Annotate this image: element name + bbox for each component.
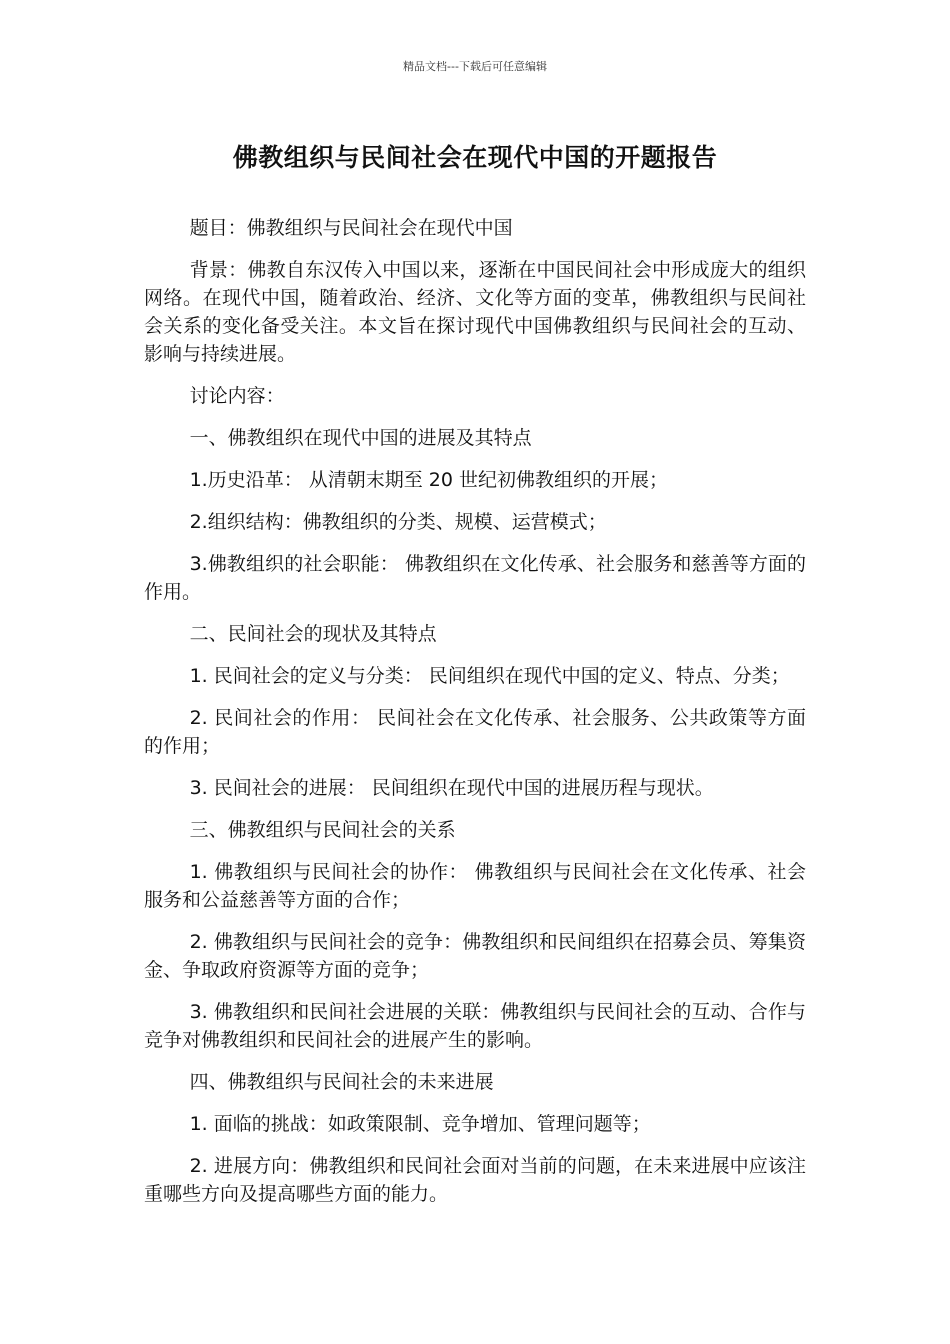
list-item: 1.历史沿革： 从清朝末期至 20 世纪初佛教组织的开展； [189,469,669,491]
list-item: 2. 民间社会的作用： 民间社会在文化传承、社会服务、公共政策等方面的作用； [144,707,806,757]
document-title: 佛教组织与民间社会在现代中国的开题报告 [232,143,718,172]
list-item: 2. 佛教组织与民间社会的竞争：佛教组织和民间组织在招募会员、筹集资金、争取政府资源等方面的竞争； [144,931,806,981]
section-heading-4: 四、佛教组织与民间社会的未来进展 [189,1071,494,1093]
list-item: 3. 佛教组织和民间社会进展的关联：佛教组织与民间社会的互动、合作与竞争对佛教组织和民间社会的进展产生的影响。 [144,1001,806,1051]
paragraph-topic: 题目：佛教组织与民间社会在现代中国 [189,217,513,239]
section-heading-2: 二、民间社会的现状及其特点 [189,623,437,645]
paragraph-discussion-heading: 讨论内容： [189,385,285,407]
list-item: 1. 民间社会的定义与分类： 民间组织在现代中国的定义、特点、分类； [189,665,790,687]
list-item: 3. 民间社会的进展： 民间组织在现代中国的进展历程与现状。 [189,777,714,799]
list-item: 1. 面临的挑战：如政策限制、竞争增加、管理问题等； [189,1113,651,1135]
section-heading-1: 一、佛教组织在现代中国的进展及其特点 [189,427,532,449]
paragraph-background: 背景：佛教自东汉传入中国以来，逐渐在中国民间社会中形成庞大的组织网络。在现代中国，随着政治、经济、文化等方面的变革，佛教组织与民间社会关系的变化备受关注。本文旨在探讨现代中国佛教组织与民间社会的互动、影响与持续进展。 [144,259,806,365]
list-item: 2. 进展方向：佛教组织和民间社会面对当前的问题，在未来进展中应该注重哪些方向及提高哪些方面的能力。 [144,1155,806,1205]
list-item: 3.佛教组织的社会职能： 佛教组织在文化传承、社会服务和慈善等方面的作用。 [144,553,806,603]
section-heading-3: 三、佛教组织与民间社会的关系 [189,819,456,841]
header-note: 精品文档---下载后可任意编辑 [403,60,547,73]
document-body [144,214,806,1222]
list-item: 2.组织结构：佛教组织的分类、规模、运营模式； [189,511,607,533]
list-item: 1. 佛教组织与民间社会的协作： 佛教组织与民间社会在文化传承、社会服务和公益慈善等方面的合作； [144,861,806,911]
